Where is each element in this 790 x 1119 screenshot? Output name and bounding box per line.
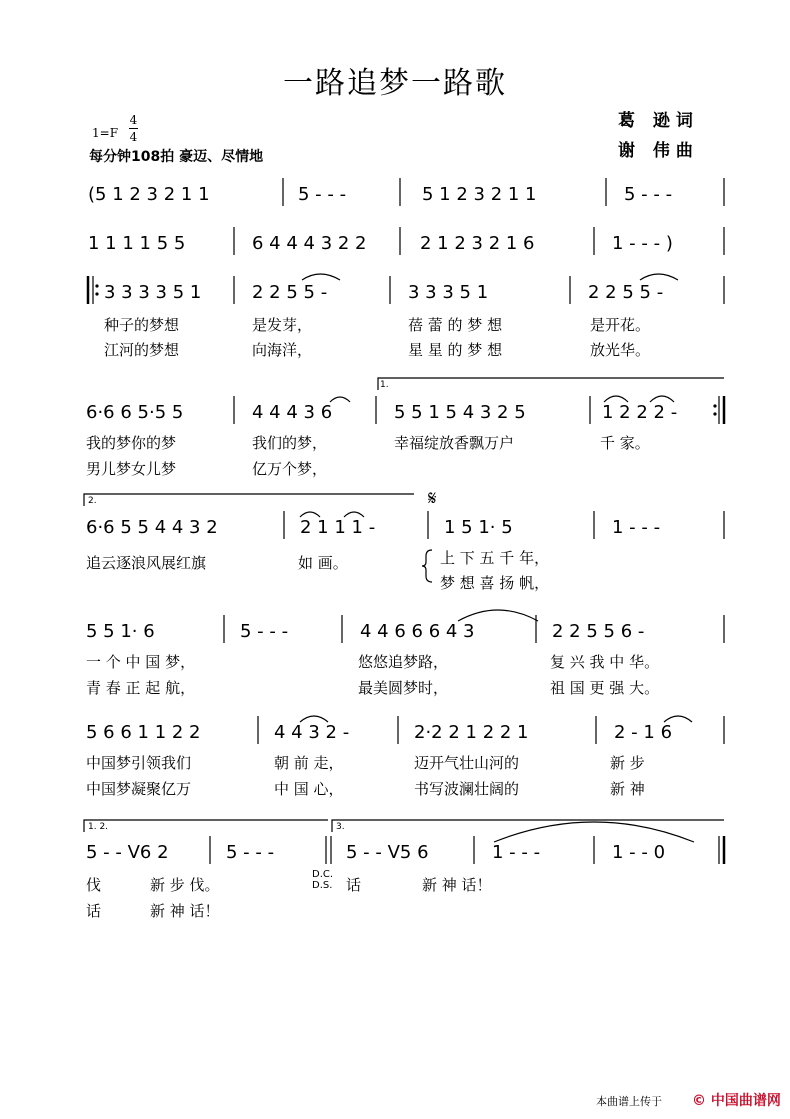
lyric-4-2a: 我们的梦， <box>252 434 328 452</box>
lyric-3-2b: 向海洋， <box>252 341 313 359</box>
repeat-dot <box>713 412 716 415</box>
measure-8-4: 1 - - - <box>492 842 541 863</box>
volta-2-label: 2. <box>88 496 97 506</box>
time-signature-bottom: 4 <box>129 130 138 144</box>
lyric-7-1a: 中国梦引领我们 <box>86 754 192 772</box>
lyric-5-1a: 追云逐浪风展红旗 <box>86 554 207 572</box>
slur <box>458 610 538 621</box>
measure-8-3: 5 - - V5 6 <box>346 842 429 863</box>
ds-label: D.S. <box>312 880 333 891</box>
lyric-8-3a: 话 <box>346 876 362 894</box>
lyric-4-3a: 幸福绽放香飘万户 <box>394 434 515 452</box>
lyric-brace <box>422 550 432 582</box>
measure-1-2: 5 - - - <box>298 184 347 205</box>
measure-6-3: 4 4 6 6 6 4 3 <box>360 621 475 642</box>
measure-8-5: 1 - - 0 <box>612 842 666 863</box>
measure-4-3: 5 5 1 5 4 3 2 5 <box>394 402 526 423</box>
lyric-3-1b: 江河的梦想 <box>104 341 180 359</box>
lyric-7-2a: 朝 前 走， <box>274 754 344 772</box>
measure-3-2: 2 2 5 5 - <box>252 282 328 303</box>
volta-12-label: 1. 2. <box>88 822 109 832</box>
lyric-8-4a: 新 神 话！ <box>422 876 492 894</box>
measure-2-1: 1 1 1 1 5 5 <box>88 233 186 254</box>
measure-8-2: 5 - - - <box>226 842 275 863</box>
volta-1-label: 1. <box>380 380 389 390</box>
logo-icon: © <box>692 1093 706 1109</box>
measure-7-2: 4 4 3 2 - <box>274 722 350 743</box>
lyric-4-1a: 我的梦你的梦 <box>86 434 177 452</box>
slur <box>344 512 364 517</box>
measure-1-3: 5 1 2 3 2 1 1 <box>422 184 537 205</box>
lyric-7-4b: 新 神 <box>610 780 645 798</box>
lyric-6-3b: 最美圆梦时， <box>358 679 449 697</box>
measure-3-1: 3 3 3 3 5 1 <box>104 282 202 303</box>
lyric-5-2a: 如 画。 <box>298 554 348 572</box>
measure-6-4: 2 2 5 5 6 - <box>552 621 645 642</box>
slur <box>302 274 340 280</box>
measure-2-2: 6 4 4 4 3 2 2 <box>252 233 367 254</box>
lyric-7-1b: 中国梦凝聚亿万 <box>86 780 192 798</box>
lyric-7-3a: 迈开气壮山河的 <box>414 754 520 772</box>
lyric-7-2b: 中 国 心， <box>274 780 344 798</box>
measure-4-4: 1 2 2 2 - <box>602 402 678 423</box>
lyric-6-1b: 青 春 正 起 航， <box>86 679 196 697</box>
measure-2-3: 2 1 2 3 2 1 6 <box>420 233 535 254</box>
lyricist-credit: 葛 逊词 <box>618 111 699 131</box>
measure-5-1: 6·6 5 5 4 4 3 2 <box>86 517 218 538</box>
lyric-6-3a: 悠悠追梦路， <box>358 653 449 671</box>
slur <box>604 396 628 402</box>
volta-3-label: 3. <box>336 822 345 832</box>
volta-2-bracket <box>84 494 414 506</box>
logo-text: 中国曲谱网 <box>710 1093 781 1109</box>
lyric-3-4a: 是开花。 <box>590 316 651 334</box>
slur <box>300 716 328 722</box>
repeat-dot <box>713 404 716 407</box>
slur <box>664 716 692 722</box>
lyric-4-1b: 男儿梦女儿梦 <box>86 460 177 478</box>
song-title: 一路追梦一路歌 <box>283 66 507 101</box>
lyric-8-1b: 话 <box>86 902 102 920</box>
measure-7-4: 2 - 1 6 <box>614 722 673 743</box>
lyric-3-2a: 是发芽， <box>252 316 313 334</box>
measure-6-1: 5 5 1· 6 <box>86 621 155 642</box>
time-signature-top: 4 <box>129 113 138 127</box>
upload-credit: 本曲谱上传于 <box>596 1095 662 1108</box>
lyric-6-4a: 复 兴 我 中 华。 <box>550 653 660 671</box>
measure-7-3: 2·2 2 1 2 2 1 <box>414 722 529 743</box>
key-signature: 1=F <box>92 126 119 140</box>
volta-12-bracket <box>84 820 328 832</box>
slur <box>330 397 350 402</box>
measure-1-4: 5 - - - <box>624 184 673 205</box>
dc-label: D.C. <box>312 869 334 880</box>
slur <box>640 274 678 280</box>
slur <box>650 396 674 402</box>
lyric-8-2a: 新 步 伐。 <box>150 876 220 894</box>
lyric-4-2b: 亿万个梦， <box>252 460 328 478</box>
lyric-7-3b: 书写波澜壮阔的 <box>414 780 520 798</box>
slur <box>300 512 320 517</box>
tempo-marking: 每分钟108拍 豪迈、尽情地 <box>89 149 264 165</box>
lyric-3-3b: 星 星 的 梦 想 <box>408 341 503 359</box>
measure-4-2: 4 4 4 3 6 <box>252 402 333 423</box>
lyric-8-1a: 伐 <box>86 876 102 894</box>
lyric-3-1a: 种子的梦想 <box>104 316 180 334</box>
lyric-7-4a: 新 步 <box>610 754 645 772</box>
repeat-dot <box>95 292 98 295</box>
lyric-6-1a: 一 个 中 国 梦， <box>86 653 196 671</box>
measure-2-4: 1 - - - ) <box>612 233 673 254</box>
measure-3-4: 2 2 5 5 - <box>588 282 664 303</box>
lyric-5-3a: 上 下 五 千 年， <box>440 549 550 567</box>
measure-5-2: 2 1 1 1 - <box>300 517 376 538</box>
repeat-dot <box>95 284 98 287</box>
lyric-6-4b: 祖 国 更 强 大。 <box>550 679 660 697</box>
measure-8-1: 5 - - V6 2 <box>86 842 169 863</box>
lyric-8-2b: 新 神 话！ <box>150 902 220 920</box>
composer-credit: 谢 伟曲 <box>618 141 699 161</box>
measure-5-4: 1 - - - <box>612 517 661 538</box>
lyric-5-3b: 梦 想 喜 扬 帆， <box>440 574 550 592</box>
segno-sign: 𝄋 <box>428 486 437 510</box>
measure-1-1: (5 1 2 3 2 1 1 <box>88 184 210 205</box>
lyric-3-3a: 蓓 蕾 的 梦 想 <box>408 316 503 334</box>
measure-5-3: 1 5 1· 5 <box>444 517 513 538</box>
lyric-3-4b: 放光华。 <box>590 341 651 359</box>
measure-4-1: 6·6 6 5·5 5 <box>86 402 184 423</box>
measure-7-1: 5 6 6 1 1 2 2 <box>86 722 201 743</box>
measure-3-3: 3 3 3 5 1 <box>408 282 489 303</box>
volta-1-bracket <box>378 378 724 390</box>
lyric-4-4a: 千 家。 <box>600 434 650 452</box>
measure-6-2: 5 - - - <box>240 621 289 642</box>
